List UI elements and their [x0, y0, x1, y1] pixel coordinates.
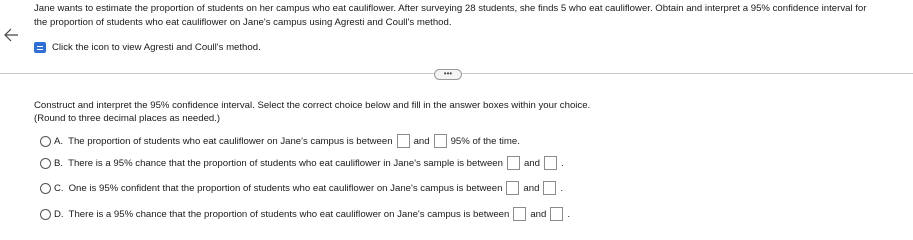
choice-c-text-after: .	[560, 182, 564, 194]
instructions	[34, 99, 590, 125]
problem-statement	[34, 2, 908, 29]
choice-b-lower-input[interactable]	[507, 156, 520, 170]
expand-more-button[interactable]: •••	[434, 69, 462, 80]
choice-a[interactable]	[40, 134, 520, 148]
choice-a-text-after: 95% of the time.	[450, 135, 520, 147]
choice-b-text-before: There is a 95% chance that the proportion of students who eat cauliflower in Jane's sample is between	[68, 157, 503, 169]
choice-c-text-before: One is 95% confident that the proportion of students who eat cauliflower on Jane's campus is between	[68, 182, 503, 194]
choice-d-letter: D.	[54, 208, 64, 220]
choice-d-text-before: There is a 95% chance that the proportion of students who eat cauliflower on Jane's campus is between	[68, 208, 510, 220]
choice-b-text-and: and	[523, 157, 540, 169]
choice-d-text-and: and	[530, 208, 547, 220]
choice-a-upper-input[interactable]	[434, 134, 447, 148]
choice-a-radio[interactable]	[40, 136, 51, 147]
choice-a-text-and: and	[413, 135, 430, 147]
instructions-line-2: (Round to three decimal places as needed.)	[34, 113, 221, 124]
choice-c-radio[interactable]	[40, 183, 51, 194]
choice-d[interactable]	[40, 207, 570, 221]
choice-b-text-after: .	[560, 157, 564, 169]
choice-c-lower-input[interactable]	[506, 181, 519, 195]
info-book-icon[interactable]	[34, 42, 46, 53]
choice-c-upper-input[interactable]	[543, 181, 556, 195]
choice-b-radio[interactable]	[40, 158, 51, 169]
choice-d-lower-input[interactable]	[513, 207, 526, 221]
instructions-line-1: Construct and interpret the 95% confidence interval. Select the correct choice below and fill in the answer boxes within your choice.	[34, 100, 591, 111]
choice-b-letter: B.	[54, 157, 64, 169]
choice-b-upper-input[interactable]	[544, 156, 557, 170]
choice-a-lower-input[interactable]	[397, 134, 410, 148]
choice-c[interactable]	[40, 181, 563, 195]
choice-d-text-after: .	[567, 208, 571, 220]
choice-b[interactable]	[40, 156, 564, 170]
back-arrow-icon[interactable]	[3, 28, 19, 42]
choice-d-upper-input[interactable]	[550, 207, 563, 221]
choice-c-text-and: and	[523, 182, 540, 194]
choice-d-radio[interactable]	[40, 209, 51, 220]
choice-a-text-before: The proportion of students who eat cauliflower on Jane's campus is between	[68, 135, 393, 147]
problem-line-1: Jane wants to estimate the proportion of students on her campus who eat cauliflower. After surveying 28 students, she finds 5 who eat cauliflower. Obtain and interpret a 95% confidence interval for	[34, 3, 867, 14]
problem-line-2: the proportion of students who eat cauliflower on Jane's campus using Agresti and Coull's method.	[34, 16, 452, 28]
choice-a-letter: A.	[54, 135, 64, 147]
method-info-text: Click the icon to view Agresti and Coull's method.	[52, 42, 261, 53]
method-info-row	[34, 42, 261, 53]
choice-c-letter: C.	[54, 182, 64, 194]
